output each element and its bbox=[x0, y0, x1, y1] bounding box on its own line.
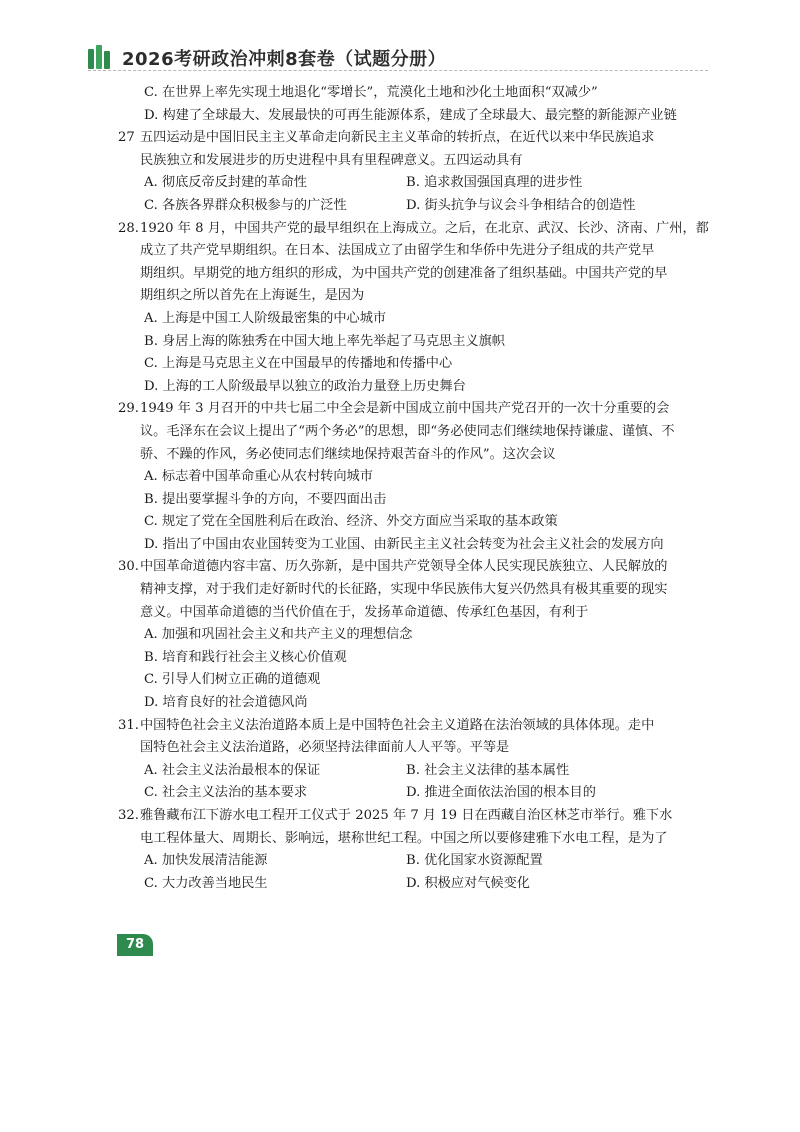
option-c: C. 各族各界群众积极参与的广泛性 bbox=[144, 197, 347, 213]
question-number: 27 bbox=[118, 130, 135, 146]
option-a: A. 加快发展清洁能源 bbox=[144, 853, 268, 869]
question-stem-line: 国特色社会主义法治道路，必须坚持法律面前人人平等。平等是 bbox=[140, 740, 510, 756]
question-stem-line: 议。毛泽东在会议上提出了“两个务必”的思想，即“务必使同志们继续地保持谦虚、谨慎、不 bbox=[140, 423, 675, 439]
question-stem-line: 五四运动是中国旧民主主义革命走向新民主主义革命的转折点，在近代以来中华民族追求 bbox=[140, 130, 655, 146]
question-stem-line: 电工程体量大、周期长、影响远，堪称世纪工程。中国之所以要修建雅下水电工程，是为了 bbox=[140, 830, 668, 846]
option-d: D. 培育良好的社会道德风尚 bbox=[144, 695, 308, 711]
option-b: B. 提出要掌握斗争的方向，不要四面出击 bbox=[144, 491, 387, 507]
question-stem-line: 1920 年 8 月，中国共产党的最早组织在上海成立。之后，在北京、武汉、长沙、济南、广州，都 bbox=[140, 220, 709, 236]
option-b: B. 追求救国强国真理的进步性 bbox=[406, 175, 583, 191]
question-29 bbox=[118, 398, 718, 556]
option-d: D. 指出了中国由农业国转变为工业国、由新民主主义社会转变为社会主义社会的发展方向 bbox=[144, 536, 664, 552]
question-stem-line: 骄、不躁的作风，务必使同志们继续地保持艰苦奋斗的作风”。这次会议 bbox=[140, 446, 556, 462]
header-title: 2026考研政治冲刺8套卷（试题分册） bbox=[122, 49, 447, 70]
option-c: C. 上海是马克思主义在中国最早的传播地和传播中心 bbox=[144, 356, 453, 372]
question-stem-line: 民族独立和发展进步的历史进程中具有里程碑意义。五四运动具有 bbox=[140, 152, 523, 168]
option-row bbox=[118, 195, 718, 218]
option-a: A. 上海是中国工人阶级最密集的中心城市 bbox=[144, 310, 387, 326]
question-stem-line: 中国特色社会主义法治道路本质上是中国特色社会主义道路在法治领域的具体体现。走中 bbox=[140, 717, 655, 733]
option-b: B. 优化国家水资源配置 bbox=[406, 853, 543, 869]
option-row bbox=[118, 782, 718, 805]
prev-option-d: D. 构建了全球最大、发展最快的可再生能源体系，建成了全球最大、最完整的新能源产业链 bbox=[144, 107, 677, 123]
page-content bbox=[118, 82, 718, 895]
question-30 bbox=[118, 556, 718, 714]
option-c: C. 引导人们树立正确的道德观 bbox=[144, 672, 321, 688]
option-row bbox=[118, 873, 718, 896]
option-b: B. 培育和践行社会主义核心价值观 bbox=[144, 649, 347, 665]
question-stem-line: 期组织之所以首先在上海诞生，是因为 bbox=[140, 288, 365, 304]
option-row bbox=[118, 850, 718, 873]
option-row bbox=[118, 760, 718, 783]
header-divider bbox=[88, 70, 708, 71]
option-c: C. 社会主义法治的基本要求 bbox=[144, 785, 308, 801]
question-stem-line: 1949 年 3 月召开的中共七届二中全会是新中国成立前中国共产党召开的一次十分重要的会 bbox=[140, 401, 670, 417]
option-b: B. 社会主义法律的基本属性 bbox=[406, 762, 570, 778]
book-stack-icon bbox=[88, 45, 114, 71]
option-c: C. 大力改善当地民生 bbox=[144, 875, 268, 891]
question-stem-line: 雅鲁藏布江下游水电工程开工仪式于 2025 年 7 月 19 日在西藏自治区林芝市举行。雅下水 bbox=[140, 808, 673, 823]
question-28 bbox=[118, 218, 718, 399]
question-number: 31. bbox=[118, 717, 139, 733]
option-a: A. 标志着中国革命重心从农村转向城市 bbox=[144, 469, 373, 485]
option-d: D. 街头抗争与议会斗争相结合的创造性 bbox=[406, 197, 636, 213]
question-stem-line: 意义。中国革命道德的当代价值在于，发扬革命道德、传承红色基因，有利于 bbox=[140, 604, 589, 620]
question-number: 30. bbox=[118, 559, 139, 575]
question-31 bbox=[118, 715, 718, 805]
question-number: 28. bbox=[118, 220, 139, 236]
option-d: D. 推进全面依法治国的根本目的 bbox=[406, 785, 596, 801]
question-number: 32. bbox=[118, 808, 139, 823]
question-stem-line: 中国革命道德内容丰富、历久弥新，是中国共产党领导全体人民实现民族独立、人民解放的 bbox=[140, 559, 668, 575]
question-stem-line: 成立了共产党早期组织。在日本、法国成立了由留学生和华侨中先进分子组成的共产党早 bbox=[140, 243, 655, 259]
option-d: D. 积极应对气候变化 bbox=[406, 875, 530, 891]
prev-option-c: C. 在世界上率先实现土地退化“零增长”，荒漠化土地和沙化土地面积“双减少” bbox=[144, 85, 598, 100]
option-row bbox=[118, 172, 718, 195]
question-32 bbox=[118, 805, 718, 895]
option-b: B. 身居上海的陈独秀在中国大地上率先举起了马克思主义旗帜 bbox=[144, 333, 505, 349]
option-a: A. 加强和巩固社会主义和共产主义的理想信念 bbox=[144, 627, 413, 643]
question-27 bbox=[118, 127, 718, 217]
question-stem-line: 精神支撑，对于我们走好新时代的长征路，实现中华民族伟大复兴仍然具有极其重要的现实 bbox=[140, 582, 668, 598]
question-number: 29. bbox=[118, 401, 139, 417]
option-a: A. 彻底反帝反封建的革命性 bbox=[144, 175, 307, 191]
option-a: A. 社会主义法治最根本的保证 bbox=[144, 762, 321, 778]
question-stem-line: 期组织。早期党的地方组织的形成，为中国共产党的创建准备了组织基础。中国共产党的早 bbox=[140, 265, 668, 281]
option-c: C. 规定了党在全国胜利后在政治、经济、外交方面应当采取的基本政策 bbox=[144, 514, 558, 530]
page-number: 78 bbox=[117, 934, 153, 956]
option-d: D. 上海的工人阶级最早以独立的政治力量登上历史舞台 bbox=[144, 378, 466, 394]
